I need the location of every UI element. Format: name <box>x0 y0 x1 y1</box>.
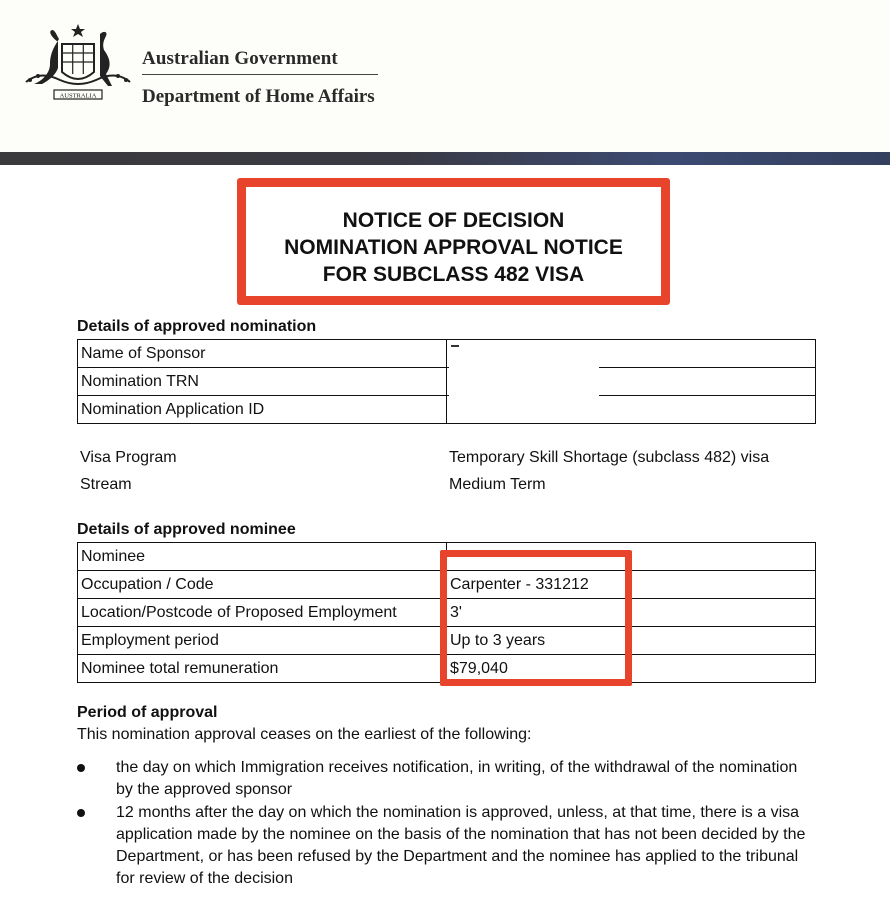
bullet-text: 12 months after the day on which the nomination is approved, unless, at that time, there is a visa application made by the nominee on the basis of the nomination that has not been decided by the Department, or has been refused by the Department and the nominee has applied to the tribunal for review of the decision <box>116 804 806 887</box>
occupation-label: Occupation / Code <box>78 571 447 599</box>
notice-line-2: NOMINATION APPROVAL NOTICE <box>284 236 623 259</box>
notice-line-1: NOTICE OF DECISION <box>342 209 565 232</box>
stream-value: Medium Term <box>449 476 546 493</box>
list-item <box>77 802 817 890</box>
nomination-section-title: Details of approved nomination <box>77 318 317 335</box>
table-row <box>78 368 816 396</box>
stream-label: Stream <box>80 476 132 493</box>
nominee-highlight-box <box>440 550 632 686</box>
visa-program-label: Visa Program <box>80 449 177 466</box>
notice-title <box>237 207 670 288</box>
period-intro: This nomination approval ceases on the earliest of the following: <box>77 726 532 743</box>
visa-program-value: Temporary Skill Shortage (subclass 482) visa <box>449 449 770 466</box>
bullet-icon <box>77 809 85 817</box>
table-row <box>78 396 816 424</box>
bullet-icon <box>77 764 85 772</box>
employment-period-label: Employment period <box>78 627 447 655</box>
nominee-label: Nominee <box>78 543 447 571</box>
redaction-remnant <box>451 345 459 347</box>
redaction-mark <box>449 341 599 421</box>
header-divider <box>142 74 378 75</box>
bullet-text: the day on which Immigration receives notification, in writing, of the withdrawal of the nomination by the approved sponsor <box>116 759 798 798</box>
nominee-section-title: Details of approved nominee <box>77 521 296 538</box>
sponsor-name-label: Name of Sponsor <box>78 340 447 368</box>
employment-period-value: Up to 3 years <box>447 627 816 655</box>
nomination-table <box>77 339 816 424</box>
location-value: 3' <box>447 599 816 627</box>
table-row <box>78 340 816 368</box>
coat-of-arms-icon <box>20 22 136 106</box>
application-id-label: Nomination Application ID <box>78 396 447 424</box>
header-band <box>0 152 890 165</box>
list-item <box>77 757 817 801</box>
department-name: Department of Home Affairs <box>142 86 375 107</box>
period-title: Period of approval <box>77 704 218 721</box>
remuneration-value: $79,040 <box>447 655 816 683</box>
nomination-trn-label: Nomination TRN <box>78 368 447 396</box>
location-label: Location/Postcode of Proposed Employment <box>78 599 447 627</box>
remuneration-label: Nominee total remuneration <box>78 655 447 683</box>
occupation-value: Carpenter - 331212 <box>447 571 816 599</box>
svg-text:AUSTRALIA: AUSTRALIA <box>59 92 97 100</box>
government-name: Australian Government <box>142 48 338 69</box>
notice-line-3: FOR SUBCLASS 482 VISA <box>322 263 585 286</box>
letterhead <box>0 0 890 152</box>
